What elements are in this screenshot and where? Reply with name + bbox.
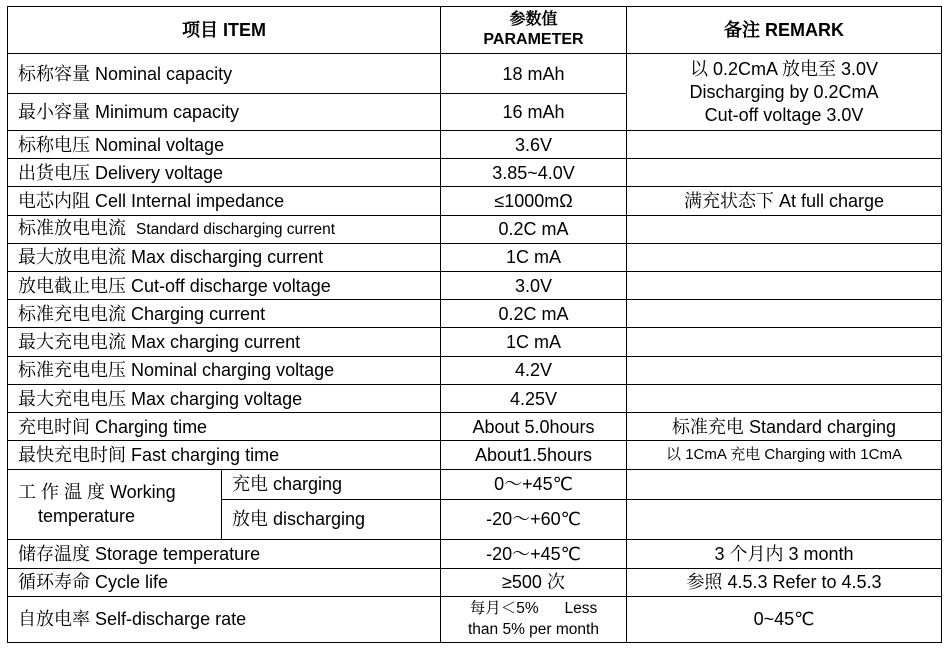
table-row-nominal-charging-voltage [8,356,942,384]
item-max-charging-voltage [8,384,441,412]
table-row-delivery-voltage [8,159,942,187]
item-max-charging-current [8,328,441,356]
value-max-discharge-current: 1C mA [441,243,627,271]
header-parameter-en: PARAMETER [483,31,584,49]
value-delivery-voltage: 3.85~4.0V [441,159,627,187]
item-cn: 标称容量 [18,63,90,84]
table-row-std-discharge-current [8,215,942,243]
header-parameter [441,7,627,54]
remark-cutoff-voltage [627,272,942,300]
table-row-internal-impedance [8,187,942,215]
value-std-discharge-current: 0.2C mA [441,215,627,243]
item-fast-charging-time [8,441,441,469]
item-en: Max charging voltage [131,388,303,409]
remark-nominal-charging-voltage [627,356,942,384]
value-working-temp-charging: 0～+45℃ [441,469,627,499]
item-max-discharge-current [8,243,441,271]
item-cn: 电芯内阻 [18,190,90,211]
item-en: Standard discharging current [136,221,336,239]
table-row-max-discharge-current [8,243,942,271]
remark-cycle-life: 参照 4.5.3 Refer to 4.5.3 [627,569,942,596]
remark-working-temp-charging [627,469,942,499]
header-parameter-cn: 参数值 [509,11,558,29]
working-temp-line2: temperature [38,506,136,527]
remark-self-discharge: 0~45℃ [627,596,942,642]
remark-storage-temperature: 3 个月内 3 month [627,540,942,569]
table-row-charging-current [8,300,942,328]
remark-std-discharge-current [627,215,942,243]
item-en: Delivery voltage [95,162,224,183]
table-row-max-charging-voltage [8,384,942,412]
working-temp-line1: 工 作 温 度 Working [18,482,176,503]
table-row-max-charging-current [8,328,942,356]
item-nominal-capacity [8,54,441,93]
value-minimum-capacity: 16 mAh [441,93,627,130]
remark-capacity-line2: Discharging by 0.2CmA [689,81,879,102]
header-item: 项目 ITEM [8,7,441,54]
table-row-self-discharge [8,596,942,642]
table-row-working-temp-charging [8,469,942,499]
value-self-discharge [441,596,627,642]
item-cn: 标称电压 [18,134,90,155]
value-max-charging-voltage: 4.25V [441,384,627,412]
item-en: Storage temperature [95,544,261,565]
table-row-cycle-life [8,569,942,596]
item-en: Cycle life [95,572,169,593]
item-en: Max charging current [131,332,301,353]
value-nominal-charging-voltage: 4.2V [441,356,627,384]
table-row-cutoff-voltage [8,272,942,300]
item-cn: 标准充电电压 [18,360,126,381]
item-en: Charging time [95,416,208,437]
item-cn: 放电截止电压 [18,275,126,296]
remark-working-temp-discharging [627,499,942,539]
header-remark: 备注 REMARK [627,7,942,54]
item-cn: 自放电率 [18,609,90,630]
item-nominal-charging-voltage [8,356,441,384]
value-working-temp-discharging: -20～+60℃ [441,499,627,539]
item-cn: 标准充电电流 [18,303,126,324]
item-cutoff-voltage [8,272,441,300]
remark-capacity-line3: Cut-off voltage 3.0V [704,104,864,125]
item-cn: 储存温度 [18,544,90,565]
item-cn: 最小容量 [18,101,90,122]
table-row-nominal-voltage [8,130,942,158]
item-en: Self-discharge rate [95,609,247,630]
value-charging-time: About 5.0hours [441,413,627,441]
item-en: Cut-off discharge voltage [131,275,331,296]
remark-internal-impedance: 满充状态下 At full charge [627,187,942,215]
table-row-charging-time [8,413,942,441]
item-en: Fast charging time [131,444,280,465]
item-storage-temperature [8,540,441,569]
item-cn: 标准放电电流 [18,218,126,239]
item-cn: 循环寿命 [18,572,90,593]
item-working-temp-discharging: 放电 discharging [222,499,441,539]
value-internal-impedance: ≤1000mΩ [441,187,627,215]
item-cn: 出货电压 [18,162,90,183]
value-self-discharge-line2: than 5% per month [468,621,599,639]
item-charging-time [8,413,441,441]
value-max-charging-current: 1C mA [441,328,627,356]
item-minimum-capacity [8,93,441,130]
item-internal-impedance [8,187,441,215]
item-en: Nominal charging voltage [131,360,335,381]
item-en: Cell Internal impedance [95,190,285,211]
value-charging-current: 0.2C mA [441,300,627,328]
item-std-discharge-current [8,215,441,243]
remark-delivery-voltage [627,159,942,187]
item-cycle-life [8,569,441,596]
item-en: Minimum capacity [95,101,240,122]
item-cn: 最快充电时间 [18,444,126,465]
value-cycle-life: ≥500 次 [441,569,627,596]
item-cn: 最大充电电流 [18,332,126,353]
remark-max-charging-voltage [627,384,942,412]
value-storage-temperature: -20～+45℃ [441,540,627,569]
value-nominal-capacity: 18 mAh [441,54,627,93]
item-en: Nominal capacity [95,63,233,84]
remark-nominal-voltage [627,130,942,158]
item-working-temperature [8,469,222,540]
value-self-discharge-line1: 每月＜5% Less [469,600,598,618]
remark-capacity-line1: 以 0.2CmA 放电至 3.0V [689,58,879,79]
item-en: Charging current [131,303,266,324]
remark-max-discharge-current [627,243,942,271]
value-nominal-voltage: 3.6V [441,130,627,158]
value-fast-charging-time: About1.5hours [441,441,627,469]
item-cn: 最大充电电压 [18,388,126,409]
item-self-discharge [8,596,441,642]
item-en: Nominal voltage [95,134,225,155]
remark-charging-time: 标准充电 Standard charging [627,413,942,441]
table-row-nominal-capacity [8,54,942,93]
remark-capacity [627,54,942,131]
table-row-storage-temperature [8,540,942,569]
item-delivery-voltage [8,159,441,187]
table-row-fast-charging-time [8,441,942,469]
battery-spec-table [7,6,942,643]
remark-fast-charging-time: 以 1CmA 充电 Charging with 1CmA [627,441,942,469]
item-working-temp-charging: 充电 charging [222,469,441,499]
remark-max-charging-current [627,328,942,356]
item-nominal-voltage [8,130,441,158]
table-header-row [8,7,942,54]
item-en: Max discharging current [131,247,324,268]
item-cn: 充电时间 [18,416,90,437]
item-charging-current [8,300,441,328]
value-cutoff-voltage: 3.0V [441,272,627,300]
remark-charging-current [627,300,942,328]
item-cn: 最大放电电流 [18,247,126,268]
